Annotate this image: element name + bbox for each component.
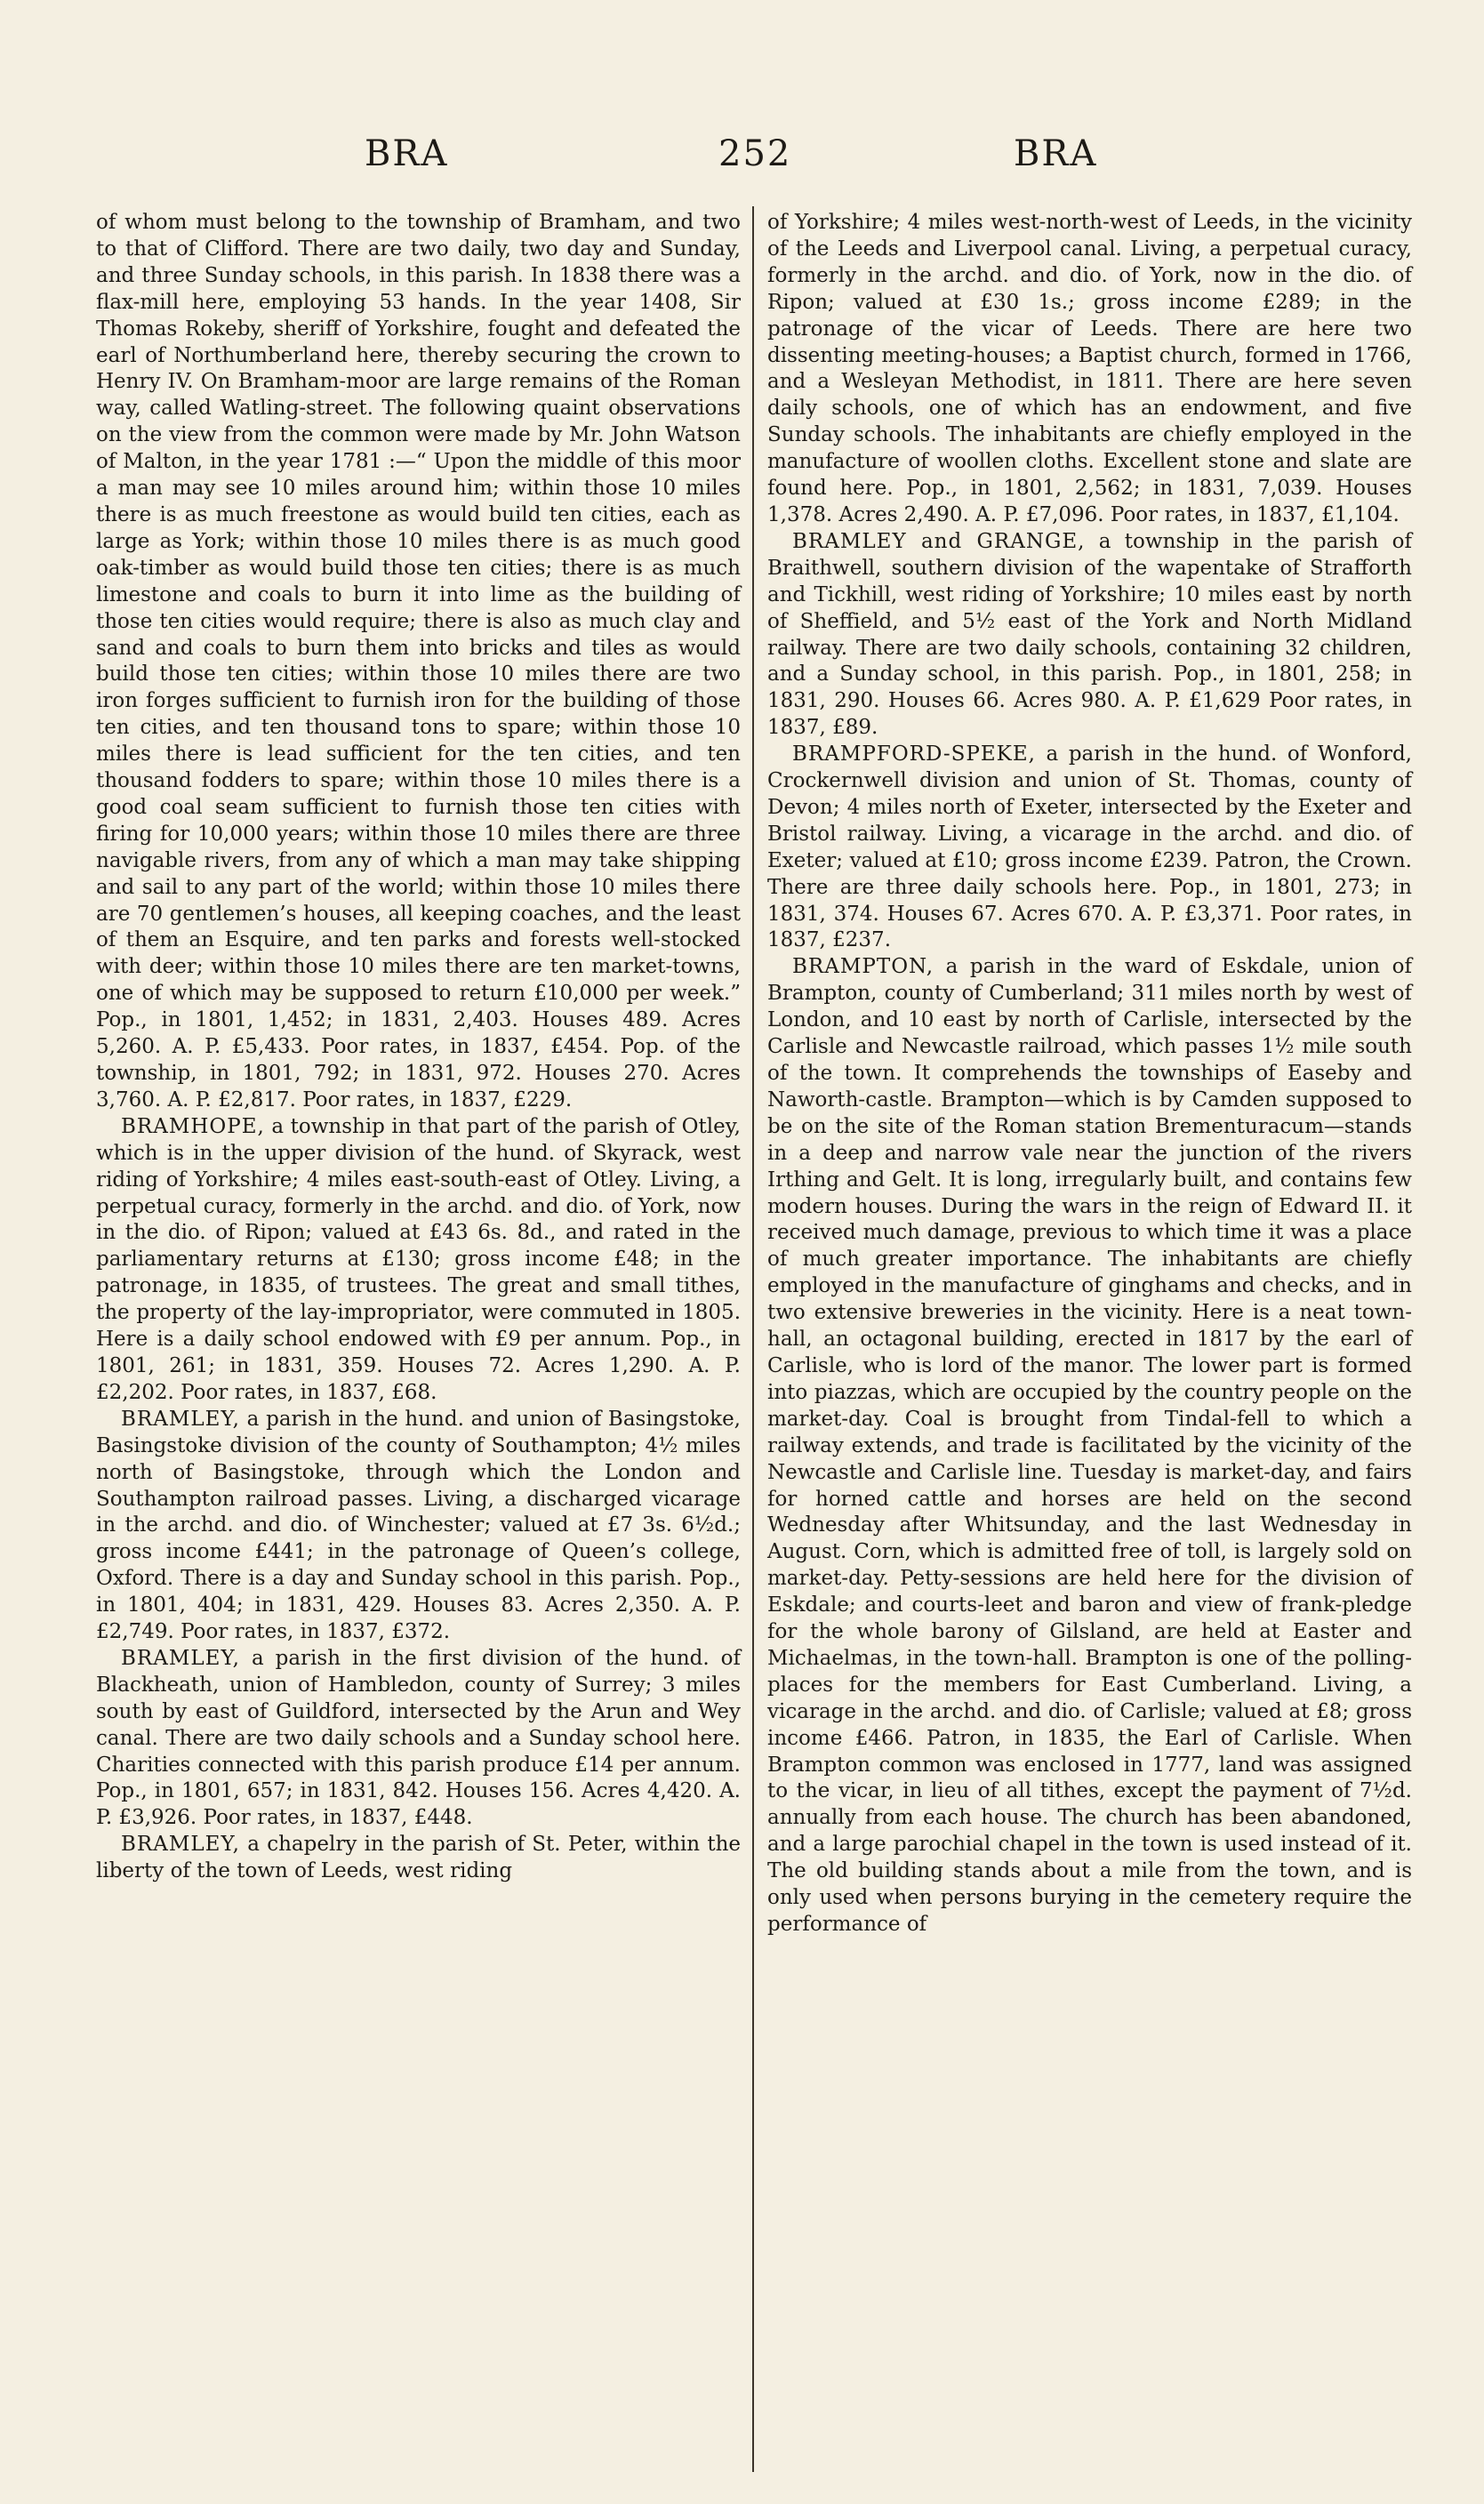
entry-text: a parish in the hund. of Wonford, Crockernwell division and union of St. Thomas, county of Devon; 4 miles north of Exeter, intersected by the Exeter and Bristol railway. Living, a vicarage in the archd. and dio. of Exeter; valued at £10; gross income £239. Patron, the Crown. There are three daily schools here. Pop., in 1801, 273; in 1831, 374. Houses 67. Acres 670. A. P. £3,371. Poor rates, in 1837, £237. — [767, 742, 1412, 952]
entry-text: a township in the parish of Braithwell, southern division of the wapentake of Strafforth and Tickhill, west riding of Yorkshire; 10 miles east by north of Sheffield, and 5½ east of the York and North Midland railway. There are two daily schools, containing 32 children, and a Sunday school, in this parish. Pop., in 1801, 258; in 1831, 290. Houses 66. Acres 980. A. P. £1,629 Poor rates, in 1837, £89. — [767, 529, 1412, 740]
entry-brampford-speke — [767, 742, 1412, 954]
page-number: 252 — [718, 133, 792, 174]
column-divider — [752, 206, 754, 2472]
entry-headword: BRAMLEY, — [121, 1407, 240, 1431]
entry-bramley-leeds — [96, 1832, 741, 1885]
right-column — [767, 210, 1412, 1938]
running-head — [0, 133, 1484, 187]
entry-bramley-and-grange — [767, 529, 1412, 742]
entry-bramley-surrey — [96, 1646, 741, 1832]
entry-headword: BRAMHOPE, — [121, 1114, 265, 1138]
running-head-right: BRA — [1014, 133, 1098, 174]
entry-headword: BRAMLEY, — [121, 1833, 240, 1857]
entry-bramley-hants — [96, 1407, 741, 1646]
entry-headword: BRAMLEY and GRANGE, — [792, 529, 1086, 553]
entry-text: a parish in the ward of Eskdale, union of Brampton, county of Cumberland; 311 miles north by west of London, and 10 east by north of Carlisle, intersected by the Carlisle and Newcastle railroad, which passes 1½ mile south of the town. It comprehends the townships of Easeby and Naworth-castle. Brampton—which is by Camden supposed to be on the site of the Roman station Brementuracum—stands in a deep and narrow vale near the junction of the rivers Irthing and Gelt. It is long, irregularly built, and contains few modern houses. During the wars in the reign of Edward II. it received much damage, previous to which time it was a place of much greater importance. The inhabitants are chiefly employed in the manufacture of ginghams and checks, and in two extensive breweries in the vicinity. Here is a neat town-hall, an octagonal building, erected in 1817 by the earl of Carlisle, who is lord of the manor. The lower part is formed into piazzas, which are occupied by the country people on the market-day. Coal is brought from Tindal-fell to which a railway extends, and trade is facilitated by the vicinity of the Newcastle and Carlisle line. Tuesday is market-day, and fairs for horned cattle and horses are held on the second Wednesday after Whitsunday, and the last Wednesday in August. Corn, which is admitted free of toll, is largely sold on market-day. Petty-sessions are held here for the division of Eskdale; and courts-leet and baron and view of frank-pledge for the whole barony of Gilsland, are held at Easter and Michaelmas, in the town-hall. Brampton is one of the polling-places for the members for East Cumberland. Living, a vicarage in the archd. and dio. of Carlisle; valued at £8; gross income £466. Patron, in 1835, the Earl of Carlisle. When Brampton common was enclosed in 1777, land was assigned to the vicar, in lieu of all tithes, except the payment of 7½d. annually from each house. The church has been abandoned, and a large parochial chapel in the town is used instead of it. The old building stands about a mile from the town, and is only used when persons burying in the cemetery require the performance of — [767, 955, 1412, 1936]
entry-bramham-continued: of whom must belong to the township of Bramham, and two to that of Clifford. There are two daily, two day and Sunday, and three Sunday schools, in this parish. In 1838 there was a flax-mill here, employing 53 hands. In the year 1408, Sir Thomas Rokeby, sheriff of Yorkshire, fought and defeated the earl of Northumberland here, thereby securing the crown to Henry IV. On Bramham-moor are large remains of the Roman way, called Watling-street. The following quaint observations on the view from the common were made by Mr. John Watson of Malton, in the year 1781 :—“ Upon the middle of this moor a man may see 10 miles around him; within those 10 miles there is as much freestone as would build ten cities, each as large as York; within those 10 miles there is as much good oak-timber as would build those ten cities; there is as much limestone and coals to burn it into lime as the building of those ten cities would require; there is also as much clay and sand and coals to burn them into bricks and tiles as would build those ten cities; within those 10 miles there are two iron forges sufficient to furnish iron for the building of those ten cities, and ten thousand tons to spare; within those 10 miles there is lead sufficient for the ten cities, and ten thousand fodders to spare; within those 10 miles there is a good coal seam sufficient to furnish those ten cities with firing for 10,000 years; within those 10 miles there are three navigable rivers, from any of which a man may take shipping and sail to any part of the world; within those 10 miles there are 70 gentlemen’s houses, all keeping coaches, and the least of them an Esquire, and ten parks and forests well-stocked with deer; within those 10 miles there are ten market-towns, one of which may be supposed to return £10,000 per week.” Pop., in 1801, 1,452; in 1831, 2,403. Houses 489. Acres 5,260. A. P. £5,433. Poor rates, in 1837, £454. Pop. of the township, in 1801, 792; in 1831, 972. Houses 270. Acres 3,760. A. P. £2,817. Poor rates, in 1837, £229. — [96, 211, 741, 1112]
entry-brampton — [767, 954, 1412, 1938]
entry-text: a parish in the hund. and union of Basingstoke, Basingstoke division of the county of Southampton; 4½ miles north of Basingstoke, through which the London and Southampton railroad passes. Living, a discharged vicarage in the archd. and dio. of Winchester; valued at £7 3s. 6½d.; gross income £441; in the patronage of Queen’s college, Oxford. There is a day and Sunday school in this parish. Pop., in 1801, 404; in 1831, 429. Houses 83. Acres 2,350. A. P. £2,749. Poor rates, in 1837, £372. — [96, 1407, 741, 1644]
entry-headword: BRAMPTON, — [792, 955, 935, 979]
entry-text: a township in that part of the parish of Otley, which is in the upper division of the hund. of Skyrack, west riding of Yorkshire; 4 miles east-south-east of Otley. Living, a perpetual curacy, formerly in the archd. and dio. of York, now in the dio. of Ripon; valued at £43 6s. 8d., and rated in the parliamentary returns at £130; gross income £48; in the patronage, in 1835, of trustees. The great and small tithes, the property of the lay-impropriator, were commuted in 1805. Here is a daily school endowed with £9 per annum. Pop., in 1801, 261; in 1831, 359. Houses 72. Acres 1,290. A. P. £2,202. Poor rates, in 1837, £68. — [96, 1114, 741, 1404]
entry-bramhope — [96, 1114, 741, 1407]
left-column — [96, 210, 741, 1885]
entry-bramley-leeds-continued: of Yorkshire; 4 miles west-north-west of Leeds, in the vicinity of the Leeds and Liverpool canal. Living, a perpetual curacy, formerly in the archd. and dio. of York, now in the dio. of Ripon; valued at £30 1s.; gross income £289; in the patronage of the vicar of Leeds. There are here two dissenting meeting-houses; a Baptist church, formed in 1766, and a Wesleyan Methodist, in 1811. There are here seven daily schools, one of which has an endowment, and five Sunday schools. The inhabitants are chiefly employed in the manufacture of woollen cloths. Excellent stone and slate are found here. Pop., in 1801, 2,562; in 1831, 7,039. Houses 1,378. Acres 2,490. A. P. £7,096. Poor rates, in 1837, £1,104. — [767, 211, 1412, 526]
entry-text: a parish in the first division of the hund. of Blackheath, union of Hambledon, county of Surrey; 3 miles south by east of Guildford, intersected by the Arun and Wey canal. There are two daily schools and a Sunday school here. Charities connected with this parish produce £14 per annum. Pop., in 1801, 657; in 1831, 842. Houses 156. Acres 4,420. A. P. £3,926. Poor rates, in 1837, £448. — [96, 1646, 741, 1830]
entry-headword: BRAMLEY, — [121, 1646, 240, 1670]
running-head-left: BRA — [365, 133, 449, 174]
entry-headword: BRAMPFORD-SPEKE, — [792, 742, 1036, 766]
entry-text: a chapelry in the parish of St. Peter, within the liberty of the town of Leeds, west riding — [96, 1833, 741, 1883]
